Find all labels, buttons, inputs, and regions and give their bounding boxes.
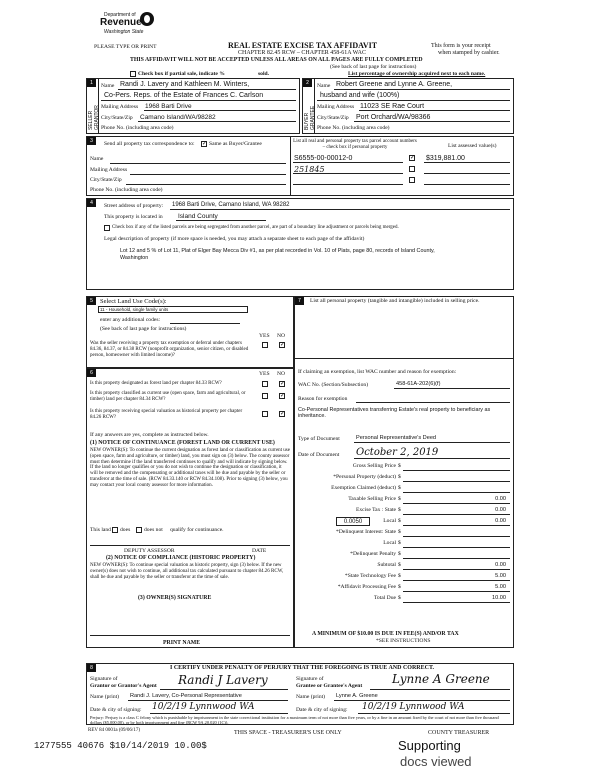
luc-label: Select Land Use Code(s): xyxy=(100,298,167,305)
section-3-badge: 3 xyxy=(87,137,96,145)
value-3-line xyxy=(424,184,510,185)
s5-yes: YES xyxy=(259,333,270,339)
wac-label: WAC No. (Section/Subsection) xyxy=(298,382,369,388)
doc-date-line xyxy=(354,458,510,459)
qualify-label: qualify for continuance. xyxy=(170,527,224,533)
historic-yes-checkbox[interactable] xyxy=(262,411,268,417)
legal-description: Lot 12 and 5 % of Lot 11, Plat of Elger Bay Mecca Div #1, as per plat recorded in Vol. 10 of Plats, page 80, records of Island County, xyxy=(120,248,435,254)
grantee-signature: Lynne A Greene xyxy=(392,672,490,686)
partial-sale-checkbox[interactable] xyxy=(130,71,136,77)
doc-type-label: Type of Document xyxy=(298,436,340,442)
county-treasurer: COUNTY TREASURER xyxy=(428,730,490,736)
fee-exemption-deduct-dollar: $ xyxy=(398,485,401,491)
fee-excise-state-line xyxy=(403,514,510,515)
fee-delinq-local-line xyxy=(403,547,510,548)
recording-stamp: 1277555 40676 $10/14/2019 10.00$ xyxy=(34,741,207,751)
fee-affidavit-fee-dollar: $ xyxy=(398,584,401,590)
form-chapter: CHAPTER 82.45 RCW – CHAPTER 458-61A WAC xyxy=(238,50,366,56)
buyer-name2-line xyxy=(317,100,510,101)
forest-no-checkbox[interactable]: ✓ xyxy=(280,381,286,387)
fee-delinq-penalty-label: *Delinquent Penalty xyxy=(350,551,396,557)
docs-viewed-stamp: docs viewed xyxy=(400,754,472,769)
grantee-name-line xyxy=(334,700,510,701)
wac-line xyxy=(394,388,510,389)
logo-dept: Department of xyxy=(104,12,136,18)
owner-signature-label: (3) OWNER(S) SIGNATURE xyxy=(138,595,212,601)
parcels-header: List all real and personal property tax parcel account numbers – check box if personal property xyxy=(293,139,417,150)
partial-sold: sold. xyxy=(258,71,270,77)
fee-delinq-state-line xyxy=(403,536,510,537)
fee-total-due-label: Total Due xyxy=(373,595,396,601)
s7-separator xyxy=(294,358,514,359)
fee-tech-fee-dollar: $ xyxy=(398,573,401,579)
form-rev: REV 84 0001a (09/06/17) xyxy=(88,728,140,733)
fee-taxable-dollar: $ xyxy=(398,496,401,502)
compliance-text: NEW OWNER(S): To continue special valuation as historic property, sign (3) below. If the new owner(s) does not wish to continue, all additional tax calculated pursuant to chapter 84.26 RCW, shall be due and payable by the seller or transferor at the time of sale. xyxy=(90,563,284,580)
logo-emblem-inner xyxy=(144,15,150,23)
buyer-divider xyxy=(314,78,315,134)
exempt-no-checkbox[interactable]: ✓ xyxy=(280,342,286,348)
certify-statement: I CERTIFY UNDER PENALTY OF PERJURY THAT THE FOREGOING IS TRUE AND CORRECT. xyxy=(170,665,435,671)
buyer-addr-label: Mailing Address xyxy=(317,104,355,110)
fee-taxable-value: 0.00 xyxy=(495,496,506,502)
grantor-sig-label: Signature of xyxy=(90,676,118,682)
fee-subtotal-dollar: $ xyxy=(398,562,401,568)
seller-name: Randi J. Lavery and Kathleen M. Winters, xyxy=(120,81,250,88)
seller-name2: Co-Pers. Reps. of the Estate of Frances C. Carlson xyxy=(104,92,264,99)
compliance-title: (2) NOTICE OF COMPLIANCE (HISTORIC PROPERTY) xyxy=(106,555,256,561)
current-use-yes-checkbox[interactable] xyxy=(262,393,268,399)
county-line xyxy=(176,220,266,221)
fee-excise-state-dollar: $ xyxy=(398,507,401,513)
seller-city: Camano Island/WA/98282 xyxy=(140,114,216,121)
fee-excise-state-value: 0.00 xyxy=(495,507,506,513)
buyer-city-label: City/State/Zip xyxy=(317,115,349,121)
fee-exemption-deduct-line xyxy=(403,492,510,493)
send-correspondence: Send all property tax correspondence to: xyxy=(104,141,195,147)
reason-line xyxy=(356,402,510,403)
historic-no-checkbox[interactable]: ✓ xyxy=(280,411,286,417)
fee-excise-local-line xyxy=(403,525,510,526)
grantor-sig-line xyxy=(160,689,288,690)
grantor-signature: Randi J Lavery xyxy=(178,673,268,687)
fee-delinq-state-label: *Delinquent Interest: State xyxy=(336,529,396,535)
s3-mailing-label: Mailing Address xyxy=(90,167,128,173)
segregated-label: Check box if any of the listed parcels are being segregated from another parcel, are part of a boundary line adjustment or parcels being merged. xyxy=(112,225,399,230)
fee-excise-local-value: 0.00 xyxy=(495,518,506,524)
fee-personal-deduct-line xyxy=(403,481,510,482)
treasurer-use: THIS SPACE - TREASURER'S USE ONLY xyxy=(234,730,342,736)
grantor-name-line xyxy=(128,700,288,701)
ifyes-note: If any answers are yes, complete as instructed below. xyxy=(90,432,209,438)
thisland-label: This land xyxy=(90,527,111,533)
grantor-name-label: Name (print) xyxy=(90,694,120,700)
parcel-2: 251845 xyxy=(294,165,325,174)
grantor-date-label: Date & city of signing: xyxy=(90,707,142,713)
continuance-title: (1) NOTICE OF CONTINUANCE (FOREST LAND OR CURRENT USE) xyxy=(90,440,275,446)
parcel-1-value: $319,881.00 xyxy=(426,155,465,162)
section-2-badge: 2 xyxy=(303,79,312,87)
section-5-badge: 5 xyxy=(87,297,96,305)
fee-affidavit-fee-line xyxy=(403,591,510,592)
fee-tech-fee-value: 5.00 xyxy=(495,573,506,579)
county: Island County xyxy=(178,213,218,220)
fee-affidavit-fee-value: 5.00 xyxy=(495,584,506,590)
section-8-badge: 8 xyxy=(87,664,96,672)
s6-yes: YES xyxy=(259,371,270,377)
fee-delinq-penalty-line xyxy=(403,558,510,559)
fee-total-due-value: 10.00 xyxy=(492,595,506,601)
parcel-3-personal-checkbox[interactable] xyxy=(409,177,415,183)
section-7-badge: 7 xyxy=(295,297,304,305)
parcel-3-line xyxy=(293,184,403,185)
fee-taxable-label: Taxable Selling Price xyxy=(348,496,396,502)
form-backnote: (See back of last page for instructions) xyxy=(330,64,417,70)
parcel-1-line xyxy=(293,162,403,163)
forest-yes-checkbox[interactable] xyxy=(262,381,268,387)
does-checkbox[interactable] xyxy=(112,527,118,533)
legal-description-2: Washington xyxy=(120,255,149,261)
parcel-2-line xyxy=(293,173,403,174)
current-use-no-checkbox[interactable]: ✓ xyxy=(280,393,286,399)
fee-personal-deduct-dollar: $ xyxy=(398,474,401,480)
same-as-buyer-label: Same as Buyer/Grantee xyxy=(209,141,262,147)
ownership-note: List percentage of ownership acquired next to each name. xyxy=(348,71,486,77)
local-rate-box: 0.0050 xyxy=(336,517,370,526)
reason-label: Reason for exemption xyxy=(298,396,348,402)
fee-delinq-state-dollar: $ xyxy=(398,529,401,535)
grantee-date-line xyxy=(358,713,510,714)
luc-enter-line xyxy=(170,323,240,324)
grantee-sig-line xyxy=(370,689,510,690)
s3-city-label: City/State/Zip xyxy=(90,177,122,183)
fee-excise-state-label: Excise Tax : State xyxy=(355,507,396,513)
grantee-name-label: Name (print) xyxy=(296,694,326,700)
value-1-line xyxy=(424,162,510,163)
supporting-docs-stamp: Supporting xyxy=(398,738,461,753)
logo-state: Washington State xyxy=(104,29,144,35)
fee-personal-deduct-label: *Personal Property (deduct) xyxy=(333,474,396,480)
exempt-yes-checkbox[interactable] xyxy=(262,342,268,348)
assessed-header: List assessed value(s) xyxy=(448,143,497,149)
section-1-badge: 1 xyxy=(87,79,96,87)
luc-seeback: (See back of last page for instructions) xyxy=(100,326,187,332)
doc-date: October 2, 2019 xyxy=(356,447,439,458)
grantee-sig-label: Signature of xyxy=(296,676,324,682)
doc-date-label: Date of Document xyxy=(298,452,340,458)
fee-delinq-local-label: Local xyxy=(383,540,396,546)
grantee-name: Lynne A. Greene xyxy=(336,693,378,699)
s3-phone-label: Phone No. (including area code) xyxy=(90,187,163,193)
fee-excise-local-label: Local xyxy=(383,518,396,524)
street-label: Street address of property: xyxy=(104,203,164,209)
form-receipt2: when stamped by cashier. xyxy=(438,50,500,56)
fee-subtotal-line xyxy=(403,569,510,570)
minimum-note: A MINIMUM OF $10.00 IS DUE IN FEE(S) AND/OR TAX xyxy=(312,631,459,637)
form-warning: THIS AFFIDAVIT WILL NOT BE ACCEPTED UNLESS ALL AREAS ON ALL PAGES ARE FULLY COMPLETED xyxy=(130,57,423,63)
seller-city-label: City/State/Zip xyxy=(101,115,133,121)
exempt-claim-label: If claiming an exemption, list WAC number and reason for exemption: xyxy=(298,369,457,375)
segregated-checkbox[interactable] xyxy=(104,225,110,231)
fee-excise-local-dollar: $ xyxy=(398,518,401,524)
seller-phone-label: Phone No. (including area code) xyxy=(101,125,174,131)
grantor-name: Randi J. Lavery, Co-Personal Representative xyxy=(130,693,242,699)
print-name-label: PRINT NAME xyxy=(163,640,201,646)
buyer-name: Robert Greene and Lynne A. Greene, xyxy=(336,81,453,88)
forest-question: Is this property designated as forest land per chapter 84.33 RCW? xyxy=(90,381,222,386)
located-label: This property is located in xyxy=(104,214,163,220)
historic-question: Is this property receiving special valuation as historical property per chapter 84.26 RCW? xyxy=(90,409,243,420)
fee-gross-dollar: $ xyxy=(398,463,401,469)
personal-property-label: List all personal property (tangible and intangible) included in selling price. xyxy=(310,298,480,304)
s6-no: NO xyxy=(277,371,286,377)
grantor-sig-label2: Grantor or Grantor's Agent xyxy=(90,683,157,689)
exemption-reason: Co-Personal Representatives transferring Estate's real property to beneficiary as inheritance. xyxy=(298,407,491,420)
seller-side-label: SELLER GRANTOR xyxy=(88,105,100,130)
street-line xyxy=(170,209,510,210)
deputy-date-label: DATE xyxy=(252,548,267,554)
grantor-date-city: 10/2/19 Lynnwood WA xyxy=(152,702,255,712)
partial-sale-label: Check box if partial sale, indicate % xyxy=(138,71,225,77)
exempt-question: Was the seller receiving a property tax exemption or deferral under chapters 84.36, 84.37, or 84.38 RCW (nonprofit organization, senior citizen, or disabled person, homeowner with limited income)? xyxy=(90,341,249,358)
form-receipt: This form is your receipt xyxy=(431,43,491,49)
buyer-phone-label: Phone No. (including area code) xyxy=(317,125,390,131)
fee-total-due-line xyxy=(403,602,510,603)
section-4-box xyxy=(86,198,514,290)
seller-name2-line xyxy=(101,100,296,101)
buyer-name-line xyxy=(334,89,510,90)
perjury-notice: Perjury: Perjury is a class C felony which is punishable by imprisonment in the state correctional institution for a maximum term of not more than five years, or by a fine in an amount fixed by the court of not more than five thousand dollars ($5,000.00), or by both imprisonment and fine (RCW 9A.20.020 (1C)). xyxy=(90,715,499,725)
doc-type-line xyxy=(354,442,510,443)
fee-taxable-line xyxy=(403,503,510,504)
seller-city-line xyxy=(138,121,296,122)
fee-delinq-local-dollar: $ xyxy=(398,540,401,546)
fee-gross-line xyxy=(403,470,510,471)
s3-divider xyxy=(290,136,291,196)
parcel-1: S6555-00-00012-0 xyxy=(294,155,353,162)
section-4-badge: 4 xyxy=(87,199,96,207)
fee-subtotal-value: 0.00 xyxy=(495,562,506,568)
s3-name-line xyxy=(110,163,286,164)
seller-addr-line xyxy=(144,110,296,111)
wac-number: 458-61A-202(6)(f) xyxy=(396,381,441,387)
grantee-sig-label2: Grantee or Grantee's Agent xyxy=(296,683,363,689)
fee-subtotal-label: Subtotal xyxy=(377,562,396,568)
grantee-date-city: 10/2/19 Lynnwood WA xyxy=(362,702,465,712)
buyer-name2: husband and wife (100%) xyxy=(320,92,400,99)
doc-type: Personal Representative's Deed xyxy=(356,435,437,441)
fee-total-due-dollar: $ xyxy=(398,595,401,601)
s3-name-label: Name xyxy=(90,156,104,162)
legal-label: Legal description of property (if more space is needed, you may attach a separate sheet to each page of the affidavit) xyxy=(104,236,365,242)
doesnot-checkbox[interactable] xyxy=(136,527,142,533)
deputy-label: DEPUTY ASSESSOR xyxy=(124,548,175,554)
owner-signature-line xyxy=(90,635,290,636)
seller-addr-label: Mailing Address xyxy=(101,104,139,110)
see-instructions: *SEE INSTRUCTIONS xyxy=(376,638,431,644)
luc-enter: enter any additional codes: xyxy=(100,317,161,323)
logo-revenue: Revenue xyxy=(100,17,142,28)
fee-gross-label: Gross Selling Price xyxy=(352,463,396,469)
buyer-city: Port Orchard/WA/98366 xyxy=(356,114,431,121)
s5-no: NO xyxy=(277,333,286,339)
street-address: 1968 Barti Drive, Camano Island, WA 98282 xyxy=(172,202,290,208)
seller-name-line xyxy=(118,89,296,90)
fee-tech-fee-line xyxy=(403,580,510,581)
seller-name-label: Name xyxy=(101,83,115,89)
buyer-name-label: Name xyxy=(317,83,331,89)
seller-addr: 1968 Barti Drive xyxy=(145,103,192,110)
same-as-buyer-checkbox[interactable]: ✓ xyxy=(202,141,208,147)
grantee-date-label: Date & city of signing: xyxy=(296,707,348,713)
buyer-city-line xyxy=(354,121,510,122)
grantor-date-line xyxy=(150,713,288,714)
fee-delinq-penalty-dollar: $ xyxy=(398,551,401,557)
buyer-addr: 11023 SE Rae Court xyxy=(360,103,425,110)
fee-affidavit-fee-label: *Affidavit Processing Fee xyxy=(337,584,396,590)
current-use-question: Is this property classified as current use (open space, farm and agricultural, or timber) land per chapter 84.34 RCW? xyxy=(90,391,246,402)
buyer-addr-line xyxy=(359,110,510,111)
value-2-line xyxy=(424,173,510,174)
section-6-badge: 6 xyxy=(87,369,96,377)
continuance-text: NEW OWNER(S): To continue the current designation as forest land or classification as current use (open space, farm and agriculture, or timber) land, you must sign on (3) below. The county assessor must then determine if the land transferred continues to qualify and will indicate by signing below. If the land no longer qualifies or you do not wish to continue the designation or classification, it will be removed and the compensating or additional taxes will be due and payable by the seller or transferor at the time of sale. (RCW 84.33.140 or RCW 84.34.108). Prior to signing (3) below, you may contact your local county assessor for more information. xyxy=(90,448,290,488)
deputy-line xyxy=(90,545,290,546)
buyer-side-label: BUYER GRANTEE xyxy=(304,105,316,130)
fee-exemption-deduct-label: Exemption Claimed (deduct) xyxy=(331,485,396,491)
fee-tech-fee-label: *State Technology Fee xyxy=(344,573,396,579)
please-type: PLEASE TYPE OR PRINT xyxy=(94,44,157,50)
does-label: does xyxy=(120,527,131,533)
parcel-2-personal-checkbox[interactable] xyxy=(409,166,415,172)
seller-divider xyxy=(98,78,99,134)
doesnot-label: does not xyxy=(144,527,163,533)
luc-value: 11 - Household, single family units xyxy=(100,307,169,312)
revenue-logo xyxy=(96,10,166,40)
s3-mailing-line xyxy=(130,174,286,175)
s3-city-line xyxy=(126,184,286,185)
form-title: REAL ESTATE EXCISE TAX AFFIDAVIT xyxy=(228,41,378,50)
parcel-1-personal-checkbox[interactable]: ✓ xyxy=(410,155,416,161)
